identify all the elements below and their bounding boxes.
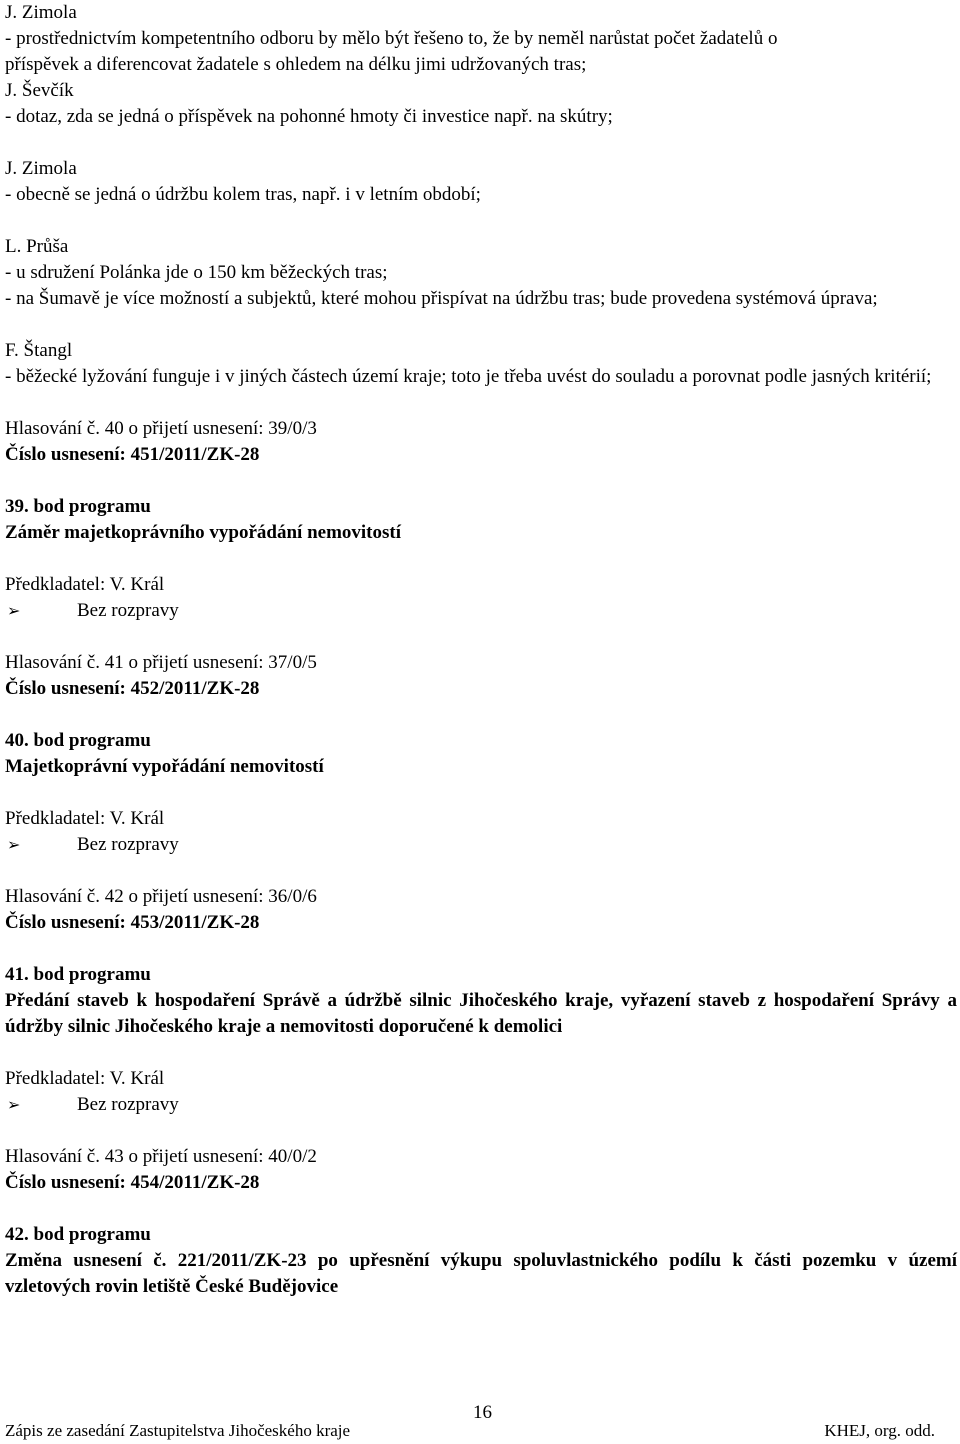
speech-paragraph: - na Šumavě je více možností a subjektů, které mohou přispívat na údržbu tras; bude provedena systémová úprava; [5,288,878,309]
speaker-name: F. Štangl [5,340,73,361]
arrowhead-bullet-icon: ➢ [7,835,21,854]
vote-result: Hlasování č. 43 o přijetí usnesení: 40/0/2 [5,1146,317,1167]
footer-document-title: Zápis ze zasedání Zastupitelstva Jihočeského kraje [5,1421,351,1440]
arrowhead-bullet-icon: ➢ [7,601,21,620]
agenda-item-title: Změna usnesení č. 221/2011/ZK-23 po upřesnění výkupu spoluvlastnického podílu k části pozemku v území vzletových rovin letiště České Budějovice [5,1250,957,1297]
agenda-item-number: 41. bod programu [5,964,151,985]
speaker-name: J. Ševčík [5,80,74,101]
speech-paragraph: - běžecké lyžování funguje i v jiných částech území kraje; toto je třeba uvést do souladu a porovnat podle jasných kritérií; [5,366,932,387]
resolution-number: Číslo usnesení: 453/2011/ZK-28 [5,912,260,933]
speech-line: - prostřednictvím kompetentního odboru by mělo být řešeno to, že by neměl narůstat počet žadatelů o [5,28,778,49]
vote-result: Hlasování č. 41 o přijetí usnesení: 37/0/5 [5,652,317,673]
speech-line: - u sdružení Polánka jde o 150 km běžeckých tras; [5,262,388,283]
footer-department: KHEJ, org. odd. [824,1421,935,1440]
resolution-number: Číslo usnesení: 451/2011/ZK-28 [5,444,260,465]
agenda-item-number: 40. bod programu [5,730,151,751]
speech-line: - obecně se jedná o údržbu kolem tras, např. i v letním období; [5,184,481,205]
document-page [5,0,957,1300]
arrowhead-bullet-icon: ➢ [7,1095,21,1114]
bullet-item [5,598,957,624]
presenter: Předkladatel: V. Král [5,1068,165,1089]
speaker-name: J. Zimola [5,158,77,179]
speaker-name: J. Zimola [5,2,77,23]
agenda-item-title: Majetkoprávní vypořádání nemovitostí [5,756,324,777]
speech-line: - dotaz, zda se jedná o příspěvek na pohonné hmoty či investice např. na skútry; [5,106,613,127]
agenda-item-title: Záměr majetkoprávního vypořádání nemovitostí [5,522,402,543]
page-footer [5,1400,957,1440]
bullet-text: Bez rozpravy [77,834,179,855]
page-number: 16 [473,1402,492,1423]
presenter: Předkladatel: V. Král [5,808,165,829]
agenda-item-number: 42. bod programu [5,1224,151,1245]
bullet-item [5,832,957,858]
resolution-number: Číslo usnesení: 452/2011/ZK-28 [5,678,260,699]
agenda-item-number: 39. bod programu [5,496,151,517]
vote-result: Hlasování č. 42 o přijetí usnesení: 36/0/6 [5,886,317,907]
agenda-item-title: Předání staveb k hospodaření Správě a údržbě silnic Jihočeského kraje, vyřazení staveb z hospodaření Správy a údržby silnic Jihočeského kraje a nemovitosti doporučené k demolici [5,990,957,1037]
bullet-text: Bez rozpravy [77,1094,179,1115]
speaker-name: L. Průša [5,236,69,257]
vote-result: Hlasování č. 40 o přijetí usnesení: 39/0/3 [5,418,317,439]
presenter: Předkladatel: V. Král [5,574,165,595]
bullet-item [5,1092,957,1118]
speech-line: příspěvek a diferencovat žadatele s ohledem na délku jimi udržovaných tras; [5,54,587,75]
resolution-number: Číslo usnesení: 454/2011/ZK-28 [5,1172,260,1193]
bullet-text: Bez rozpravy [77,600,179,621]
